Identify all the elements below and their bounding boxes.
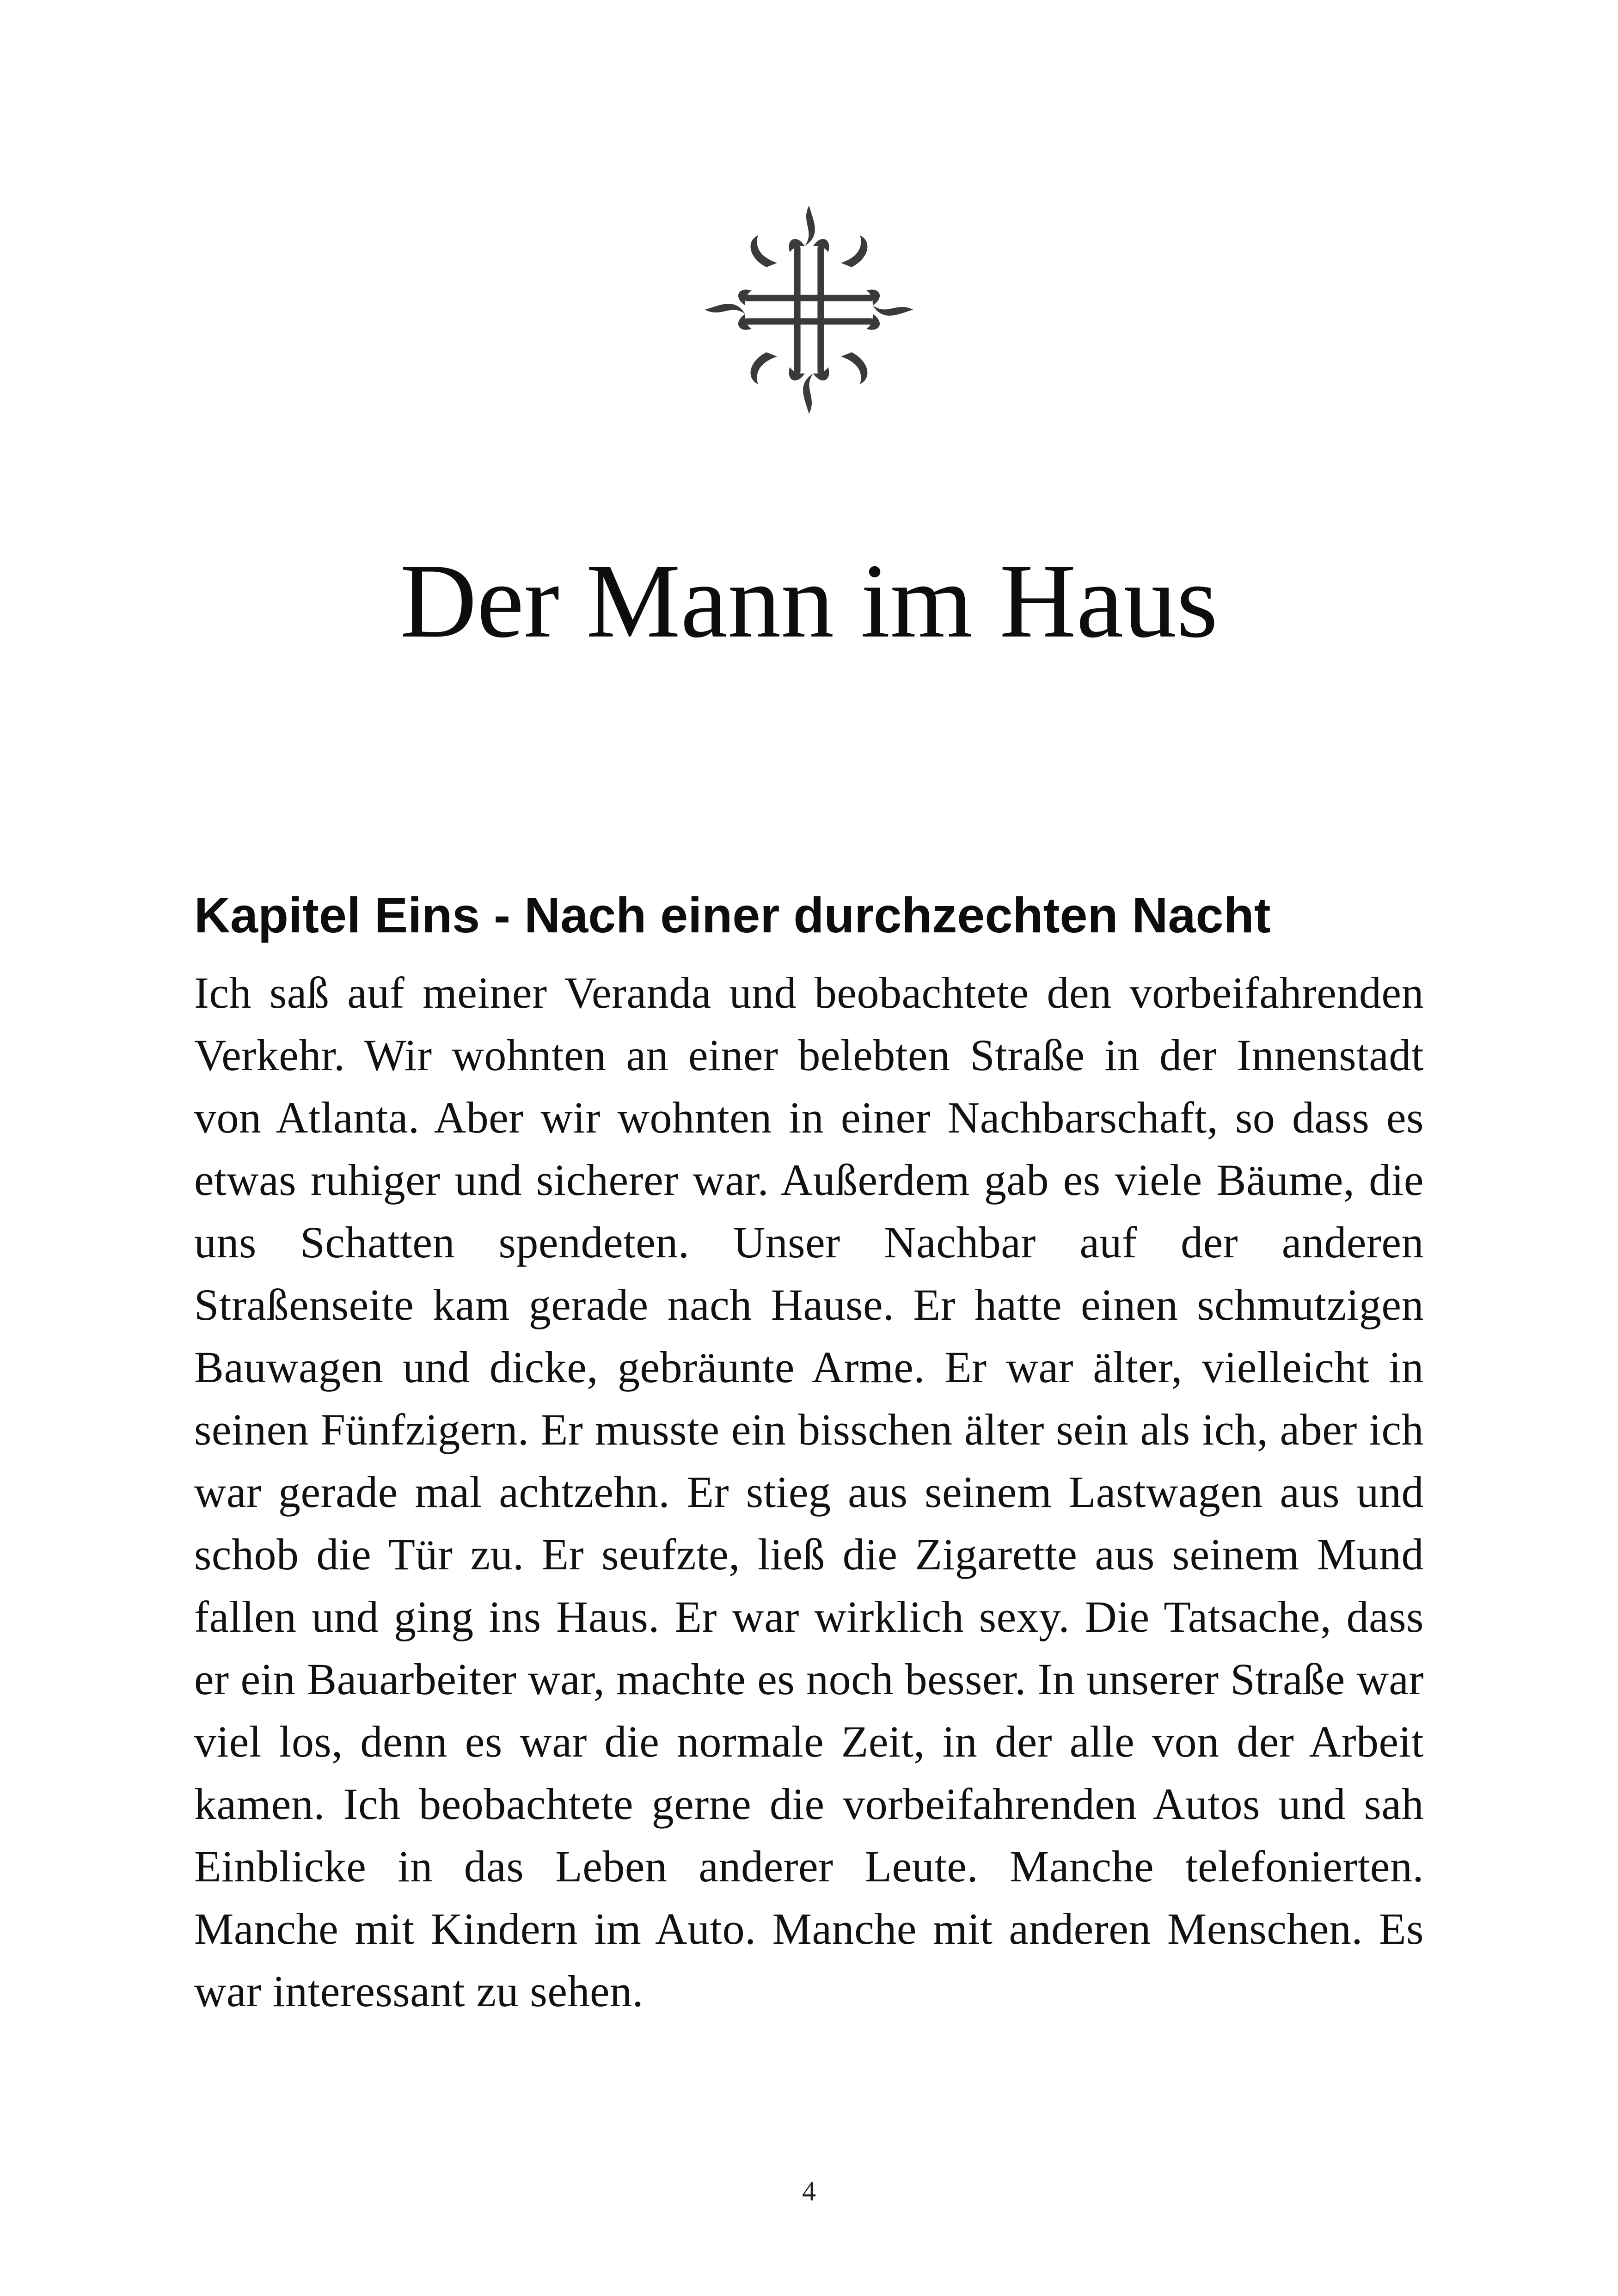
floral-cross-ornament-icon <box>703 203 915 416</box>
page-title: Der Mann im Haus <box>400 542 1218 660</box>
page-number: 4 <box>802 2176 816 2206</box>
chapter-heading: Kapitel Eins - Nach einer durchzechten Nacht <box>194 887 1271 943</box>
chapter-body-text: Ich saß auf meiner Veranda und beobachtete den vorbeifahrenden Verkehr. Wir wohnten an einer belebten Straße in der Innenstadt von Atlanta. Aber wir wohnten in einer Nachbarschaft, so dass es etwas ruhiger und sicherer war. Außerdem gab es viele Bäume, die uns Schatten spendeten. Unser Nachbar auf der anderen Straßenseite kam gerade nach Hause. Er hatte einen schmutzigen Bauwagen und dicke, gebräunte Arme. Er war älter, vielleicht in seinen Fünfzigern. Er musste ein bisschen älter sein als ich, aber ich war gerade mal achtzehn. Er stieg aus seinem Lastwagen aus und schob die Tür zu. Er seufzte, ließ die Zigarette aus seinem Mund fallen und ging ins Haus. Er war wirklich sexy. Die Tatsache, dass er ein Bauarbeiter war, machte es noch besser. In unserer Straße war viel los, denn es war die normale Zeit, in der alle von der Arbeit kamen. Ich beobachtete gerne die vorbeifahrenden Autos und sah Einblicke in das Leben anderer Leute. Manche telefonierten. Manche mit Kindern im Auto. Manche mit anderen Menschen. Es war interessant zu sehen. <box>194 968 1424 2016</box>
